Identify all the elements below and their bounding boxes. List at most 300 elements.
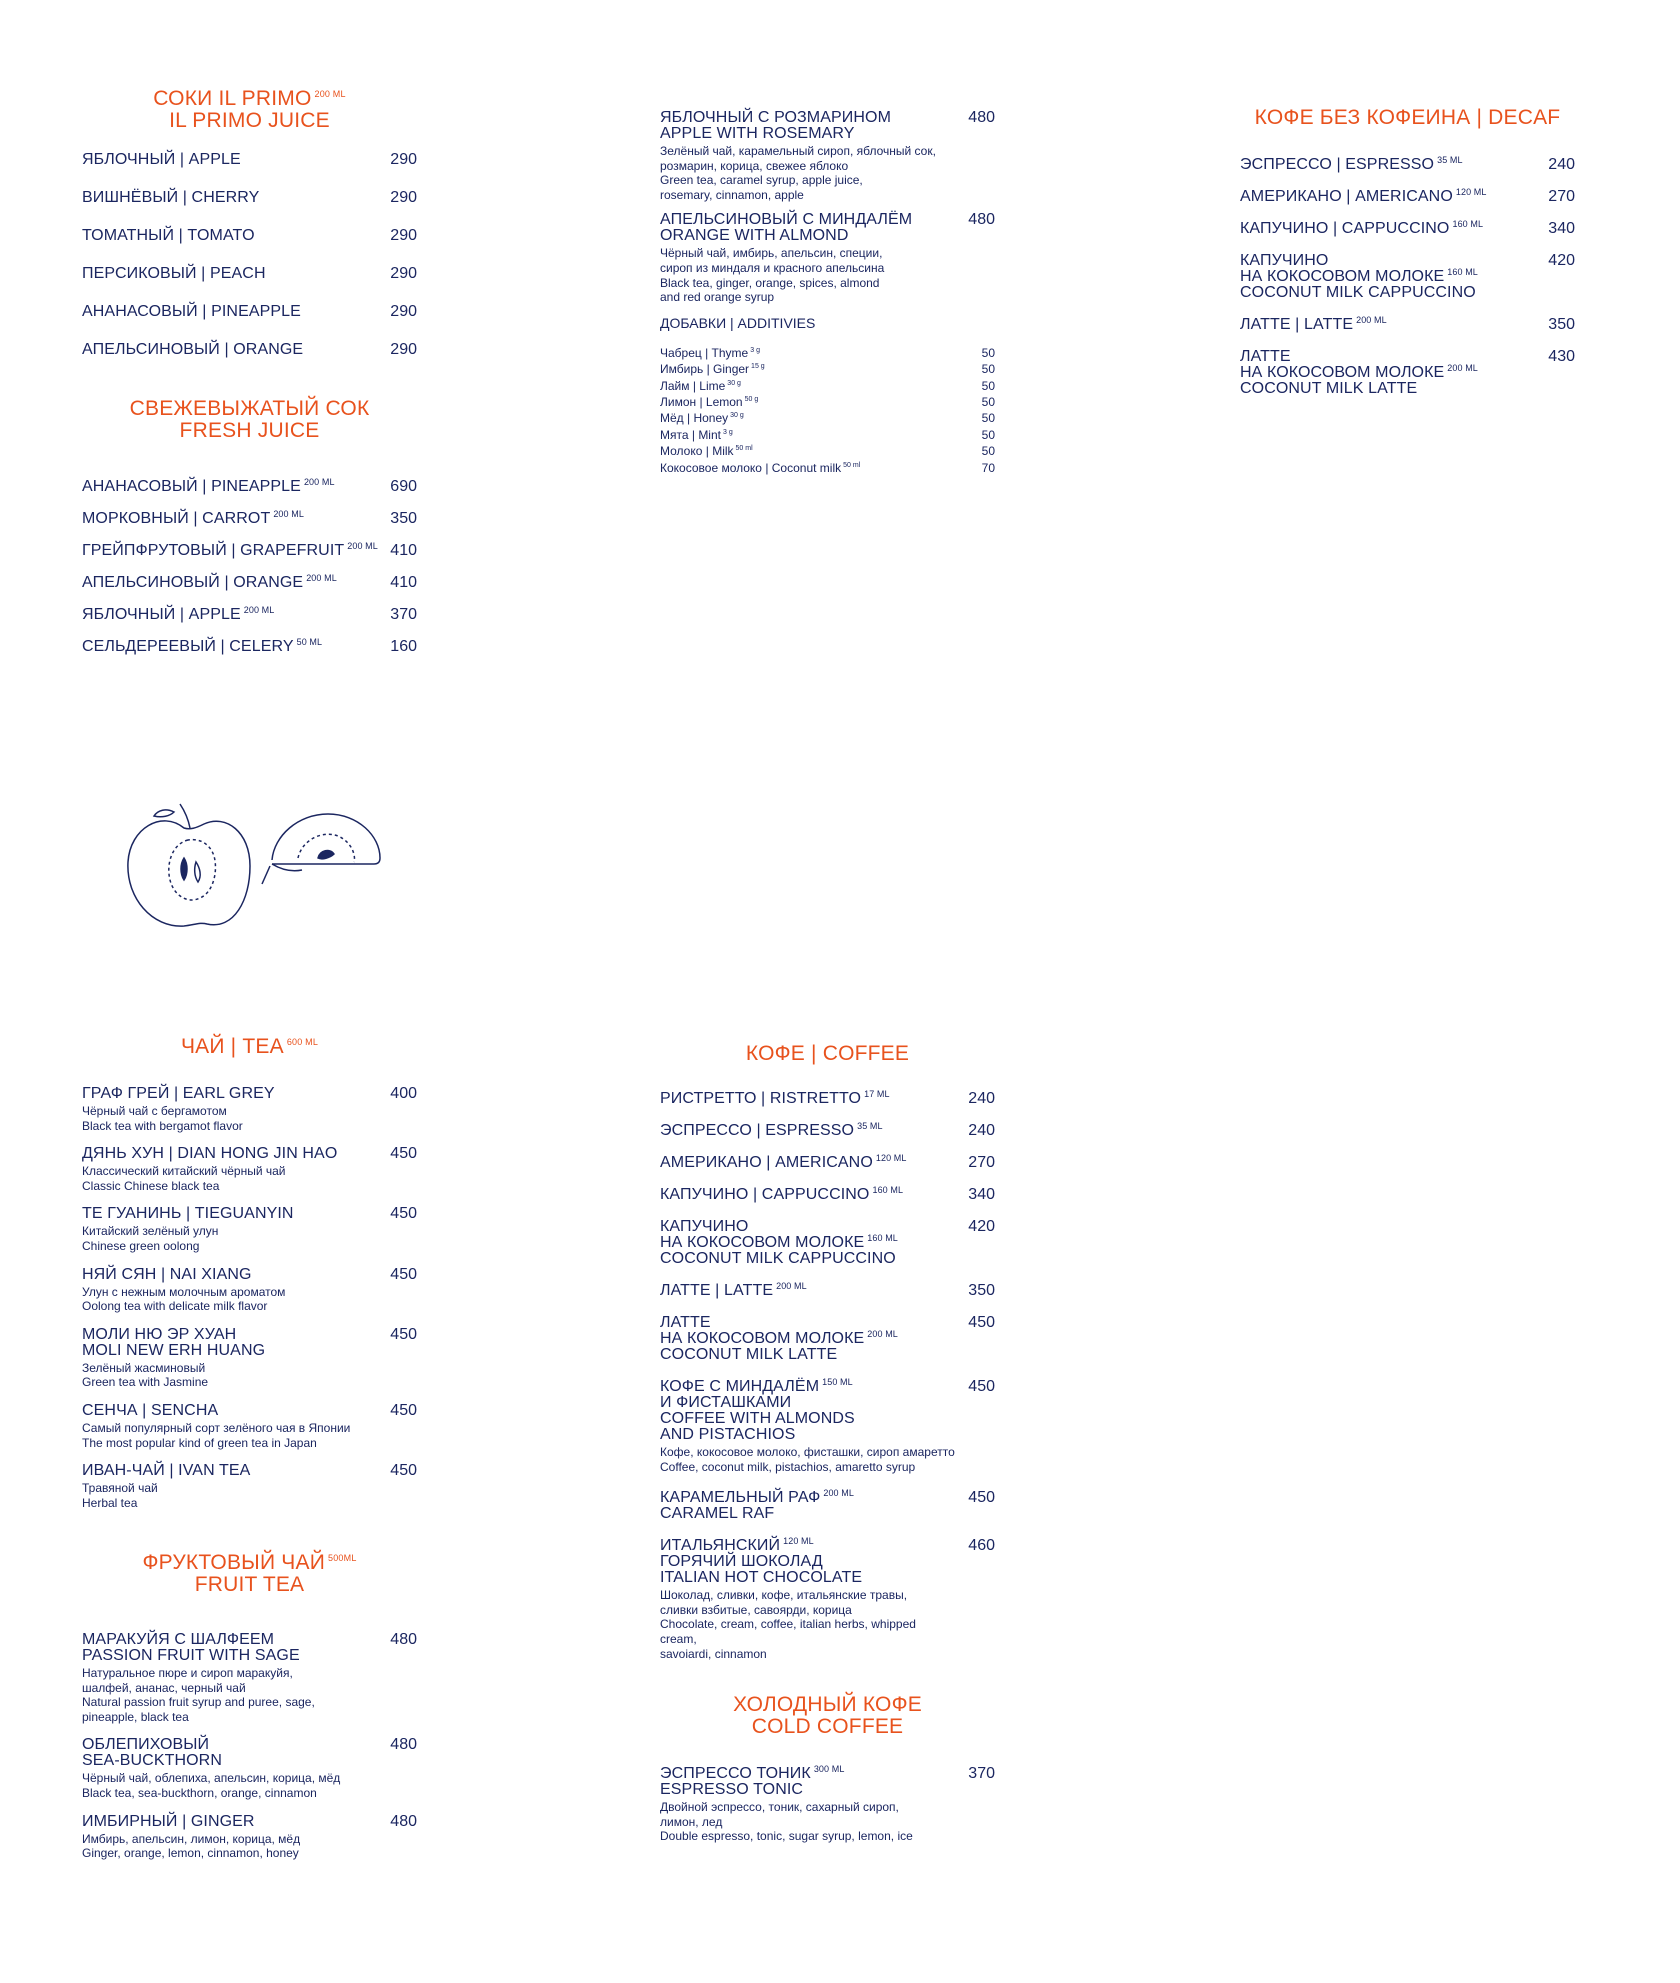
item-price: 290 — [390, 227, 417, 244]
item-label: ЛАТТЕ | LATTE — [660, 1282, 774, 1299]
item-description — [82, 1666, 417, 1724]
menu-item — [660, 212, 995, 304]
item-description-line: Green tea with Jasmine — [82, 1375, 209, 1390]
item-name-line — [660, 1232, 995, 1251]
item-description-line: rosemary, cinnamon, apple — [660, 187, 804, 202]
item-name-line — [82, 1814, 417, 1830]
item-volume: 160 ML — [872, 1184, 904, 1195]
additive-price: 50 — [981, 378, 995, 393]
coffee-list — [660, 1088, 995, 1661]
item-volume: 160 ML — [1447, 266, 1478, 277]
item-name — [82, 1403, 417, 1419]
item-price: 240 — [1548, 156, 1575, 173]
item-description-line: cream, — [660, 1631, 697, 1646]
item-name — [660, 1376, 995, 1443]
item-label: ЛАТТЕ — [1240, 348, 1291, 365]
menu-item — [660, 1376, 995, 1474]
additive-label: Молоко | Milk — [660, 444, 734, 459]
item-description-line: Шоколад, сливки, кофе, итальянские травы, — [660, 1588, 908, 1603]
menu-item — [1240, 186, 1575, 205]
item-name — [660, 1152, 995, 1171]
menu-item — [82, 508, 417, 527]
item-label: ГРАФ ГРЕЙ | EARL GREY — [82, 1085, 275, 1102]
item-price: 480 — [390, 1631, 417, 1648]
menu-item — [1240, 218, 1575, 237]
additive-item — [660, 427, 995, 443]
item-description-line: Кофе, кокосовое молоко, фисташки, сироп амаретто — [660, 1445, 955, 1459]
item-name — [82, 1206, 417, 1222]
cold-coffee-column — [660, 1694, 995, 1844]
item-description — [660, 144, 995, 202]
item-description-line: Black tea with bergamot flavor — [82, 1118, 243, 1133]
additive-item — [660, 410, 995, 426]
item-label: МОРКОВНЫЙ | CARROT — [82, 510, 271, 527]
additive-item — [660, 394, 995, 410]
item-price: 350 — [1548, 316, 1575, 333]
additive-item — [660, 460, 995, 476]
item-name — [1240, 186, 1575, 205]
menu-item — [660, 1219, 995, 1267]
menu-item — [660, 1280, 995, 1299]
menu-item — [660, 1088, 995, 1107]
item-label: ИВАН-ЧАЙ | IVAN TEA — [82, 1462, 251, 1480]
item-name-line — [82, 1753, 417, 1769]
fresh-list — [82, 476, 417, 655]
fruit-tea-column — [82, 1552, 417, 1861]
item-name-en: APPLE WITH ROSEMARY — [660, 125, 855, 142]
item-price: 420 — [968, 1218, 995, 1235]
menu-item — [82, 266, 417, 282]
apple-illustration — [122, 800, 387, 935]
item-name — [82, 1327, 417, 1359]
item-price: 450 — [390, 1205, 417, 1223]
menu-item — [82, 540, 417, 559]
item-description-line: Травяной чай — [82, 1481, 158, 1496]
item-name-line — [660, 1219, 995, 1235]
item-label: ЯБЛОЧНЫЙ | APPLE — [82, 606, 241, 623]
item-price: 350 — [390, 510, 417, 527]
item-price: 290 — [390, 189, 417, 206]
item-price: 420 — [1548, 252, 1575, 269]
item-name-line — [660, 1088, 995, 1107]
item-label: SEA-BUCKTHORN — [82, 1752, 222, 1770]
item-label: ЭСПРЕССО ТОНИК — [660, 1765, 811, 1782]
menu-item — [660, 1535, 995, 1661]
item-name-line — [1240, 266, 1575, 285]
decaf-column — [1240, 107, 1575, 397]
item-label: НА КОКОСОВОМ МОЛОКЕ — [1240, 268, 1445, 285]
item-name-line — [1240, 362, 1575, 381]
item-label: КАПУЧИНО | CAPPUCCINO — [660, 1186, 870, 1203]
additive-label: Имбирь | Ginger — [660, 362, 750, 377]
item-label: МОЛИ НЮ ЭР ХУАН — [82, 1325, 237, 1343]
item-description-line: Натуральное пюре и сироп маракуйя, — [82, 1666, 293, 1680]
item-label: ИТАЛЬЯНСКИЙ — [660, 1537, 781, 1555]
item-name-line — [82, 1206, 417, 1222]
item-description-line: pineapple, black tea — [82, 1709, 189, 1724]
item-name-ru: ЯБЛОЧНЫЙ С РОЗМАРИНОМ — [660, 109, 892, 126]
item-label: ВИШНЁВЫЙ | CHERRY — [82, 189, 260, 206]
item-description — [82, 1224, 417, 1253]
item-volume: 200 ML — [776, 1280, 807, 1291]
item-price: 290 — [390, 151, 417, 168]
item-name-line — [82, 1086, 417, 1102]
item-name — [1240, 154, 1575, 173]
item-price: 290 — [390, 303, 417, 320]
item-label: ТОМАТНЫЙ | TOMATO — [82, 227, 255, 244]
item-name — [82, 266, 417, 282]
item-name-line — [660, 1280, 995, 1299]
item-label: СЕНЧА | SENCHA — [82, 1401, 219, 1419]
item-name — [82, 1086, 417, 1102]
item-name-line — [660, 1763, 995, 1782]
item-price: 460 — [968, 1537, 995, 1555]
item-price: 480 — [390, 1812, 417, 1830]
menu-item — [660, 1315, 995, 1363]
item-label: COCONUT MILK CAPPUCCINO — [660, 1250, 896, 1267]
item-name-line — [1240, 381, 1575, 397]
item-name — [82, 342, 417, 358]
item-name — [82, 304, 417, 320]
menu-item — [660, 1487, 995, 1523]
item-label: АМЕРИКАНО | AMERICANO — [1240, 188, 1453, 205]
item-description-line: сироп из миндаля и красного апельсина — [660, 260, 885, 275]
item-label: ЛАТТЕ | LATTE — [1240, 316, 1354, 333]
additive-item — [660, 378, 995, 394]
item-description-line: Oolong tea with delicate milk flavor — [82, 1299, 268, 1314]
menu-item — [82, 636, 417, 655]
item-label: ГОРЯЧИЙ ШОКОЛАД — [660, 1553, 823, 1571]
item-description-line: Двойной эспрессо, тоник, сахарный сироп, — [660, 1800, 899, 1814]
item-description-line: The most popular kind of green tea in Japan — [82, 1435, 317, 1450]
item-name-line — [660, 1427, 995, 1443]
item-volume: 120 ML — [783, 1535, 814, 1546]
menu-item — [1240, 349, 1575, 397]
item-label: ИМБИРНЫЙ | GINGER — [82, 1812, 255, 1830]
decaf-list — [1240, 154, 1575, 397]
item-name — [82, 1463, 417, 1479]
item-label: COCONUT MILK LATTE — [1240, 380, 1418, 397]
item-description — [660, 1445, 995, 1474]
item-description-line: Чёрный чай, облепиха, апельсин, корица, мёд — [82, 1771, 341, 1786]
item-name — [1240, 253, 1575, 301]
item-name-line — [660, 1152, 995, 1171]
item-price: 450 — [390, 1325, 417, 1343]
item-description-line: Herbal tea — [82, 1495, 138, 1510]
juice-list — [82, 152, 417, 358]
item-name-line — [660, 1251, 995, 1267]
item-price: 410 — [390, 542, 417, 559]
item-price: 290 — [390, 265, 417, 282]
item-name-ru: АПЕЛЬСИНОВЫЙ С МИНДАЛЁМ — [660, 211, 913, 229]
fruit-tea-list — [82, 1632, 417, 1861]
item-volume: 200 ML — [347, 540, 378, 551]
item-name — [82, 604, 417, 623]
juice-column — [82, 88, 417, 358]
item-volume: 200 ML — [273, 508, 304, 519]
menu-item — [82, 304, 417, 320]
item-label: COCONUT MILK LATTE — [660, 1346, 838, 1363]
menu-item — [1240, 314, 1575, 333]
additive-price: 50 — [981, 362, 995, 377]
item-price: 400 — [390, 1085, 417, 1102]
item-label: ЭСПРЕССО | ESPRESSO — [1240, 156, 1435, 173]
additive-price: 50 — [981, 427, 995, 442]
item-description-line: savoiardi, cinnamon — [660, 1646, 767, 1661]
item-name-line — [1240, 186, 1575, 205]
tea-section-title: ЧАЙ | TEA $^{600 ML}$ — [180, 1035, 319, 1058]
item-description-line: розмарин, корица, свежее яблоко — [660, 158, 849, 173]
item-label: МАРАКУЙЯ С ШАЛФЕЕМ — [82, 1631, 275, 1648]
item-label: АПЕЛЬСИНОВЫЙ | ORANGE — [82, 574, 304, 591]
item-name-line — [82, 1403, 417, 1419]
item-label: И ФИСТАШКАМИ — [660, 1394, 792, 1411]
item-price: 450 — [968, 1378, 995, 1395]
item-label: НА КОКОСОВОМ МОЛОКЕ — [1240, 364, 1445, 381]
item-name — [1240, 349, 1575, 397]
item-volume: 160 ML — [867, 1232, 898, 1243]
item-price: 450 — [390, 1145, 417, 1163]
item-volume: 120 ML — [1455, 186, 1487, 197]
tea-column — [82, 1036, 417, 1510]
item-name-line — [82, 1463, 417, 1479]
item-name — [82, 1267, 417, 1283]
item-label: КАПУЧИНО — [660, 1218, 749, 1235]
fresh-column — [82, 398, 417, 655]
item-label: ОБЛЕПИХОВЫЙ — [82, 1736, 210, 1754]
additive-volume: 50 ml — [843, 461, 861, 469]
additive-label: Чабрец | Thyme — [660, 345, 749, 360]
item-volume: 200 ML — [303, 476, 335, 487]
item-label: ЯБЛОЧНЫЙ | APPLE — [82, 151, 241, 168]
additive-label: Кокосовое молоко | Coconut milk — [660, 460, 842, 475]
item-name-en: ORANGE WITH ALMOND — [660, 227, 849, 245]
item-description — [82, 1832, 417, 1861]
item-name — [82, 1814, 417, 1830]
item-label: CARAMEL RAF — [660, 1505, 775, 1523]
item-label: КОФЕ С МИНДАЛЁМ — [660, 1378, 820, 1395]
additive-label: Лимон | Lemon — [660, 394, 743, 409]
cold-coffee-list — [660, 1763, 995, 1844]
additive-price: 70 — [981, 460, 995, 475]
item-volume: 35 ML — [857, 1120, 883, 1131]
item-name — [660, 1120, 995, 1139]
item-volume: 200 ML — [1447, 362, 1478, 373]
item-label: AND PISTACHIOS — [660, 1426, 796, 1443]
infusions-column — [660, 110, 995, 476]
additive-volume: 30 g — [727, 379, 741, 387]
item-name — [660, 1088, 995, 1107]
additive-price: 50 — [981, 345, 995, 360]
item-label: СЕЛЬДЕРЕЕВЫЙ | CELERY — [82, 638, 294, 655]
item-label: РИСТРЕТТО | RISTRETTO — [660, 1090, 862, 1107]
item-name-line — [660, 1535, 995, 1555]
additive-volume: 3 g — [750, 346, 760, 354]
item-name-line — [82, 1648, 417, 1664]
item-label: COCONUT MILK CAPPUCCINO — [1240, 284, 1476, 301]
item-description — [82, 1164, 417, 1193]
item-label: АНАНАСОВЫЙ | PINEAPPLE — [82, 478, 301, 495]
item-name-line — [660, 1782, 995, 1798]
additive-item — [660, 345, 995, 361]
menu-item — [82, 572, 417, 591]
item-name-line — [82, 1267, 417, 1283]
item-description-line: Black tea, sea-buckthorn, orange, cinnamon — [82, 1785, 317, 1800]
additive-item — [660, 361, 995, 377]
item-description-line: Самый популярный сорт зелёного чая в Японии — [82, 1420, 351, 1435]
additives-list — [660, 345, 995, 476]
item-description-line: Double espresso, tonic, sugar syrup, lemon, ice — [660, 1829, 913, 1844]
coffee-section-title: КОФЕ | COFFEE — [745, 1042, 910, 1065]
item-description-line: Chinese green oolong — [82, 1238, 200, 1253]
item-label: НА КОКОСОВОМ МОЛОКЕ — [660, 1330, 865, 1347]
item-label: ITALIAN HOT CHOCOLATE — [660, 1569, 863, 1587]
item-volume: 120 ML — [875, 1152, 907, 1163]
menu-item — [82, 604, 417, 623]
item-name — [660, 110, 995, 142]
item-description-line: сливки взбитые, савоярди, корица — [660, 1602, 852, 1617]
item-volume: 200 ML — [867, 1328, 898, 1339]
additive-volume: 15 g — [751, 363, 765, 371]
item-volume: 160 ML — [1452, 218, 1484, 229]
item-description-line: Улун с нежным молочным ароматом — [82, 1284, 286, 1299]
additive-price: 50 — [981, 411, 995, 426]
item-label: НА КОКОСОВОМ МОЛОКЕ — [660, 1234, 865, 1251]
item-name-line — [1240, 253, 1575, 269]
item-description-line: Coffee, coconut milk, pistachios, amaretto syrup — [660, 1459, 916, 1474]
item-description-line: and red orange syrup — [660, 290, 775, 305]
menu-item — [82, 152, 417, 168]
item-name — [82, 508, 417, 527]
item-description-line: Классический китайский чёрный чай — [82, 1164, 286, 1179]
menu-item — [82, 1814, 417, 1861]
item-name — [1240, 218, 1575, 237]
item-name — [82, 228, 417, 244]
item-volume: 200 ML — [823, 1487, 854, 1498]
item-description-line: Зелёный чай, карамельный сироп, яблочный сок, — [660, 144, 936, 158]
item-label: ТЕ ГУАНИНЬ | TIEGUANYIN — [82, 1205, 294, 1223]
item-price: 270 — [1548, 188, 1575, 205]
menu-item — [1240, 253, 1575, 301]
item-volume: 150 ML — [822, 1376, 853, 1387]
item-description — [660, 1588, 995, 1661]
item-label: ПЕРСИКОВЫЙ | PEACH — [82, 265, 266, 282]
item-description-line: шалфей, ананас, черный чай — [82, 1680, 246, 1695]
item-description-line: Black tea, ginger, orange, spices, almond — [660, 275, 880, 290]
item-price: 270 — [968, 1154, 995, 1171]
item-volume: 200 ML — [306, 572, 337, 583]
item-name-line — [660, 1411, 995, 1427]
item-name — [660, 212, 995, 244]
item-name-line — [82, 1343, 417, 1359]
item-price: 450 — [968, 1489, 995, 1507]
item-label: ГРЕЙПФРУТОВЫЙ | GRAPEFRUIT — [82, 542, 345, 559]
item-name-line — [660, 1328, 995, 1347]
menu-item — [82, 342, 417, 358]
item-label: ДЯНЬ ХУН | DIAN HONG JIN HAO — [82, 1145, 338, 1163]
additive-volume: 30 g — [730, 412, 744, 420]
item-name — [82, 190, 417, 206]
item-name — [82, 1632, 417, 1664]
item-name-line — [1240, 285, 1575, 301]
item-price: 480 — [968, 211, 995, 229]
item-description — [660, 1800, 995, 1844]
item-name-line — [660, 1570, 995, 1586]
menu-item — [660, 1184, 995, 1203]
item-volume: 50 ML — [296, 636, 323, 647]
item-label: АПЕЛЬСИНОВЫЙ | ORANGE — [82, 341, 304, 358]
item-price: 370 — [390, 606, 417, 623]
cold-coffee-section-title: ХОЛОДНЫЙ КОФЕ COLD COFFEE — [733, 1693, 922, 1738]
additive-price: 50 — [981, 394, 995, 409]
item-price: 370 — [968, 1765, 995, 1782]
item-name — [1240, 314, 1575, 333]
item-name-line — [660, 1506, 995, 1522]
fresh-section-title: СВЕЖЕВЫЖАТЫЙ СОК FRESH JUICE — [129, 397, 370, 442]
item-price: 350 — [968, 1282, 995, 1299]
menu-item — [82, 1086, 417, 1133]
item-label: КАПУЧИНО | CAPPUCCINO — [1240, 220, 1450, 237]
menu-item — [660, 1152, 995, 1171]
item-name — [82, 152, 417, 168]
item-price: 450 — [968, 1314, 995, 1331]
menu-item — [82, 1206, 417, 1253]
item-name — [660, 1763, 995, 1798]
item-name-line — [660, 1487, 995, 1507]
item-description-line: лимон, лед — [660, 1814, 723, 1829]
item-name — [660, 1535, 995, 1587]
item-label: ESPRESSO TONIC — [660, 1781, 804, 1798]
item-description — [82, 1361, 417, 1390]
item-description — [82, 1421, 417, 1450]
item-label: ЭСПРЕССО | ESPRESSO — [660, 1122, 855, 1139]
item-name — [82, 636, 417, 655]
infusions-list — [660, 110, 995, 305]
item-label: АНАНАСОВЫЙ | PINEAPPLE — [82, 303, 301, 320]
item-price: 410 — [390, 574, 417, 591]
tea-list — [82, 1086, 417, 1510]
item-description — [82, 1285, 417, 1314]
additive-price: 50 — [981, 444, 995, 459]
item-price: 340 — [968, 1186, 995, 1203]
item-name — [82, 1146, 417, 1162]
fruit-tea-section-title: ФРУКТОВЫЙ ЧАЙ $^{500ML}$ FRUIT TEA — [142, 1551, 357, 1596]
menu-item — [82, 1146, 417, 1193]
item-description-line: Имбирь, апельсин, лимон, корица, мёд — [82, 1831, 301, 1846]
item-label: КАПУЧИНО — [1240, 252, 1329, 269]
item-label: ЛАТТЕ — [660, 1314, 711, 1331]
item-name-line — [660, 1554, 995, 1570]
menu-item — [660, 1120, 995, 1139]
additive-label: Лайм | Lime — [660, 378, 726, 393]
menu-item — [660, 110, 995, 202]
item-price: 240 — [968, 1122, 995, 1139]
menu-item — [82, 476, 417, 495]
item-label: MOLI NEW ERH HUANG — [82, 1341, 266, 1359]
item-name-line — [82, 1327, 417, 1343]
item-description-line: Chocolate, cream, coffee, italian herbs, whipped — [660, 1617, 916, 1632]
menu-item — [660, 1763, 995, 1844]
item-name-line — [1240, 349, 1575, 365]
menu-item — [82, 1327, 417, 1390]
item-price: 160 — [390, 638, 417, 655]
juice-section-title: СОКИ IL PRIMO $^{200 ML}$ IL PRIMO JUICE — [153, 87, 346, 132]
item-name-line — [660, 1184, 995, 1203]
item-name-line — [1240, 218, 1575, 237]
item-description — [82, 1771, 417, 1800]
item-description-line: Classic Chinese black tea — [82, 1178, 220, 1193]
item-price: 450 — [390, 1462, 417, 1480]
